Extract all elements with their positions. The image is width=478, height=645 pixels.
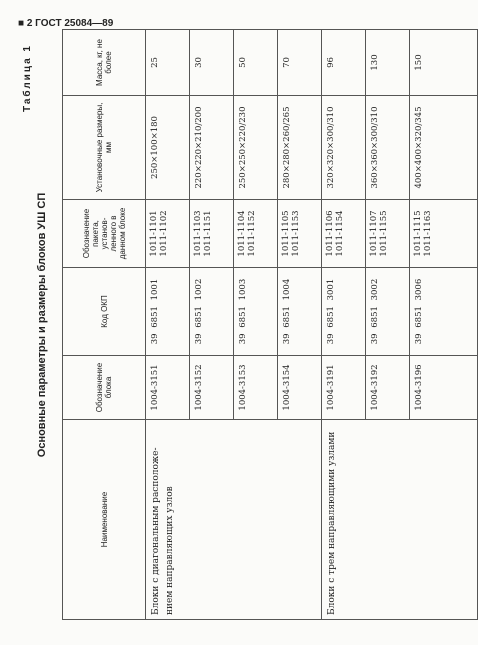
cell-mass: 96 <box>322 30 366 96</box>
cell-mass: 25 <box>146 30 190 96</box>
cell-designation: 1004-3192 <box>366 356 410 420</box>
cell-okp-code: 39 6851 1004 <box>278 268 322 356</box>
cell-package: 1011-1103 1011-1151 <box>190 200 234 268</box>
group-name-diagonal: Блоки с диагональным расположе- нием направляющих узлов <box>146 420 322 620</box>
table-number-label: Таблица 1 <box>22 44 33 113</box>
cell-okp-code: 39 6851 1003 <box>234 268 278 356</box>
cell-mass: 130 <box>366 30 410 96</box>
cell-designation: 1004-3152 <box>190 356 234 420</box>
cell-package: 1011-1105 1011-1153 <box>278 200 322 268</box>
cell-mass: 50 <box>234 30 278 96</box>
col-header-name: Наименование <box>63 420 146 620</box>
cell-sizes: 220×220×210/200 <box>190 96 234 200</box>
table-row <box>146 30 190 620</box>
col-header-mass: Масса, кг, не более <box>63 30 146 96</box>
col-header-designation: Обозначение блока <box>63 356 146 420</box>
cell-sizes: 320×320×300/310 <box>322 96 366 200</box>
col-header-package: Обозначение пакета, установ- ленного в данном блоке <box>63 200 146 268</box>
col-header-sizes: Установочные размеры, мм <box>63 96 146 200</box>
cell-designation: 1004-3154 <box>278 356 322 420</box>
cell-mass: 70 <box>278 30 322 96</box>
cell-package: 1011-1101 1011-1102 <box>146 200 190 268</box>
cell-okp-code: 39 6851 1001 <box>146 268 190 356</box>
table-header-row <box>63 30 146 620</box>
cell-designation: 1004-3191 <box>322 356 366 420</box>
cell-package: 1011-1104 1011-1152 <box>234 200 278 268</box>
table-row <box>322 30 366 620</box>
cell-mass: 150 <box>410 30 478 96</box>
cell-sizes: 400×400×320/345 <box>410 96 478 200</box>
cell-designation: 1004-3196 <box>410 356 478 420</box>
cell-sizes: 250×100×180 <box>146 96 190 200</box>
rotated-table-block <box>20 30 433 620</box>
cell-package: 1011-1107 1011-1155 <box>366 200 410 268</box>
parameters-table <box>62 29 478 620</box>
cell-sizes: 280×280×260/265 <box>278 96 322 200</box>
cell-designation: 1004-3151 <box>146 356 190 420</box>
cell-okp-code: 39 6851 3001 <box>322 268 366 356</box>
cell-okp-code: 39 6851 3006 <box>410 268 478 356</box>
cell-okp-code: 39 6851 1002 <box>190 268 234 356</box>
page-header: ■ 2 ГОСТ 25084—89 <box>18 18 114 29</box>
cell-mass: 30 <box>190 30 234 96</box>
cell-designation: 1004-3153 <box>234 356 278 420</box>
col-header-okp-code: Код ОКП <box>63 268 146 356</box>
cell-sizes: 250×250×220/230 <box>234 96 278 200</box>
cell-sizes: 360×360×300/310 <box>366 96 410 200</box>
table-title: Основные параметры и размеры блоков УШ СП <box>36 192 48 458</box>
cell-package: 1011-1106 1011-1154 <box>322 200 366 268</box>
cell-okp-code: 39 6851 3002 <box>366 268 410 356</box>
group-name-three-guides: Блоки с трем направляющими узлами <box>322 420 478 620</box>
cell-package: 1011-1115 1011-1163 <box>410 200 478 268</box>
